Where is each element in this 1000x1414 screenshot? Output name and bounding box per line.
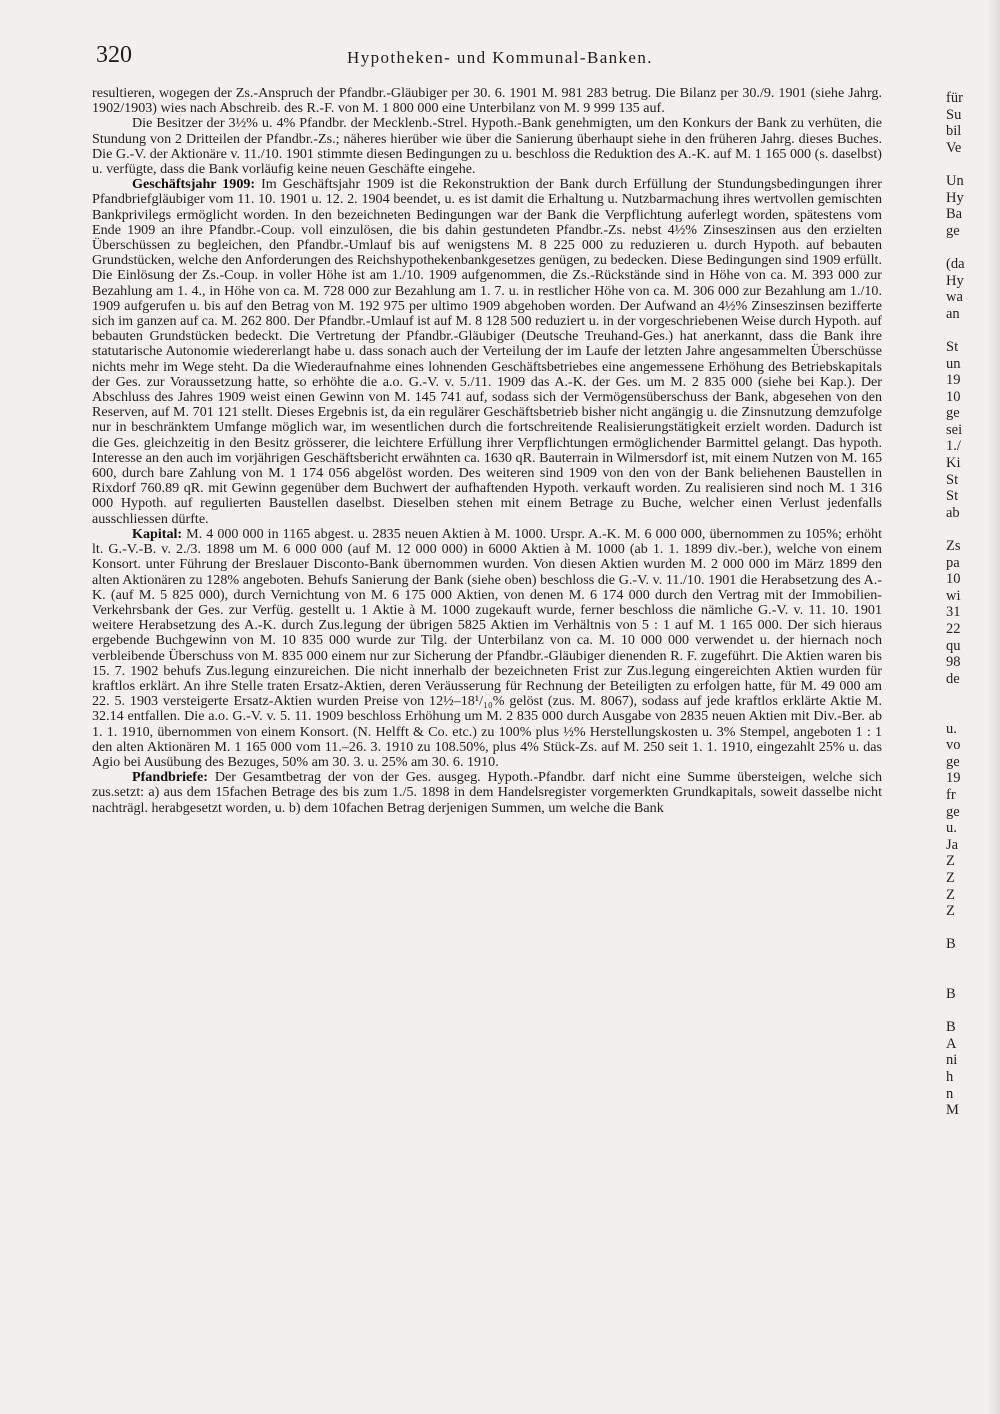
paragraph-kapital — [92, 527, 882, 770]
paragraph-sanierung — [92, 116, 882, 177]
paragraph-pfandbriefe — [92, 770, 882, 816]
page-number: 320 — [96, 42, 132, 68]
paragraph-text: resultieren, wogegen der Zs.-Anspruch der Pfandbr.-Gläubiger per 30. 6. 1901 M. 981 283 betrug. Die Bilanz per 30./9. 1901 (siehe Jahrg. 1902/1903) wies nach Abschreib. des R.-F. von M. 1 800 000 eine Unterbilanz von M. 9 999 135 auf. — [92, 85, 882, 117]
facing-page-text: für Su bil Ve Un Hy Ba ge (da Hy wa an St un 19 10 ge sei 1./ Ki St St ab Zs pa 10 wi 31 22 qu 98 de u. vo ge 19 fr ge u. Ja Z Z Z Z B B B A ni h n M — [946, 90, 965, 1119]
section-heading: Geschäftsjahr 1909: — [132, 176, 256, 193]
paragraph-text: M. 4 000 000 in 1165 abgest. u. 2835 neuen Aktien à M. 1000. Urspr. A.-K. M. 6 000 000, übernommen zu 105%; erhöht lt. G.-V.-B. v. 2./3. 1898 um M. 6 000 000 (auf M. 12 000 000) in 6000 Aktien à M. 1000 (ab 1. 1. 1899 div.-ber.), welche von einem Konsort. unter Führung der Breslauer Disconto-Bank übernommen wurden. Von diesen Aktien wurden M. 2 000 000 im März 1899 den alten Aktionären zu 128% angeboten. Behufs Sanierung der Bank (siehe oben) beschloss die G.-V. v. 11./10. 1901 die Herabsetzung des A.-K. (auf M. 5 825 000), durch Vernichtung von M. 6 175 000 Aktien, von denen M. 6 174 000 durch den Vertrag mit der Immobilien-Verkehrsbank der Ges. zur Verfüg. gestellt u. 1 Aktie à M. 1000 zugekauft wurde, ferner beschloss die nämliche G.-V. v. 11. 10. 1901 weitere Herabsetzung des A.-K. durch Zus.legung der übrigen 5825 Aktien im Verhältnis von 5 : 1 auf M. 1 165 000. Der sich hieraus ergebende Buchgewinn von M. 10 835 000 wurde zur Tilg. der Unterbilanz von ca. M. 10 000 000 verwendet u. der hiernach noch verbleibende Überschuss von M. 835 000 einem nur zur Sicherung der Pfandbr.-Gläubiger dienenden R. F. zugeführt. Die Aktien waren bis 15. 7. 1902 behufs Zus.legung einzureichen. Die nicht innerhalb der bezeichneten Frist zur Zus.legung eingereichten Aktien wurden für kraftlos erklärt. An ihre Stelle traten Ersatz-Aktien, deren Veräusserung für Rechnung der Beteiligten zu erfolgen hatte, für M. 49 000 am 22. 5. 1903 versteigerte Ersatz-Aktien wurden Preise von 12½–18¹/₁₀% gelöst (zus. M. 8067), sodass auf jede kraftlos erklärte Aktie M. 32.14 entfallen. Die a.o. G.-V. v. 5. 11. 1909 beschloss Erhöhung um M. 2 835 000 durch Ausgabe von 2835 neuen Aktien mit Div.-Ber. ab 1. 1. 1910, übernommen von einem Konsort. (N. Helfft & Co. etc.) zu 100% plus ½% Herstellungskosten u. 3% Stempel, angeboten 1 : 1 den alten Aktionären M. 1 165 000 vom 11.–26. 3. 1910 zu 108.50%, plus 4% Stück-Zs. auf M. 250 seit 1. 1. 1910, eingezahlt 25% u. das Agio bei Ausübung des Bezuges, 50% am 30. 3. u. 25% am 30. 6. 1910. — [92, 525, 883, 770]
paragraph-geschaeftsjahr — [92, 177, 882, 527]
paragraph-text: Die Besitzer der 3½% u. 4% Pfandbr. der Mecklenb.-Strel. Hypoth.-Bank genehmigten, um den Konkurs der Bank zu verhüten, die Stundung von 2 Dritteilen der Pfandbr.-Zs.; näheres hierüber wie über die Sanierung überhaupt siehe in den früheren Jahrg. dieses Buches. Die G.-V. der Aktionäre v. 11./10. 1901 stimmte diesen Bedingungen zu u. beschloss die Reduktion des A.-K. auf M. 1 165 000 (s. daselbst) u. verfügte, dass die Bank vorläufig keine neuen Geschäfte eingehe. — [92, 115, 882, 178]
paragraph-text: Der Gesamtbetrag der von der Ges. ausgeg. Hypoth.-Pfandbr. darf nicht eine Summe übersteigen, welche sich zus.setzt: a) aus dem 15fachen Betrage des bis zum 1./5. 1898 in dem Handelsregister vorgemerkten Grundkapitals, soweit dasselbe nicht nachträgl. herabgesetzt worden, u. b) dem 10fachen Betrag derjenigen Summen, um welche die Bank — [92, 769, 882, 816]
running-head: Hypotheken- und Kommunal-Banken. — [347, 48, 653, 67]
paragraph-text: Im Geschäftsjahr 1909 ist die Rekonstruktion der Bank durch Erfüllung der Stundungsbedingungen ihrer Pfandbriefgläubiger vom 11. 10. 1901 u. 12. 2. 1904 beendet, u. es ist damit die Erhaltung u. Nutzbarmachung ihres wertvollen gemischten Bankprivilegs ermöglicht worden. In den bezeichneten Bedingungen war der Bank die Verpflichtung auferlegt worden, spätestens vom Ende 1909 an ihre Pfandbr.-Coup. voll einzulösen, die bis dahin gestundeten Pfandbr.-Zs. nebst 4½% Zinseszinsen aus den erzielten Überschüssen zu begleichen, den Pfandbr.-Umlauf bis auf wenigstens M. 8 225 000 zu reduzieren u. durch Hypoth. auf bebauten Grundstücken, welche den Anforderungen des Reichshypothekenbankgesetzes genügen, zu bedecken. Diese Bedingungen sind 1909 erfüllt. Die Einlösung der Zs.-Coup. in voller Höhe ist am 1./10. 1909 aufgenommen, die Zs.-Rückstände sind in Höhe von ca. M. 393 000 zur Bezahlung am 1. 4., in Höhe von ca. M. 728 000 zur Bezahlung am 1. 7. u. in restlicher Höhe von ca. M. 306 000 zur Bezahlung am 1./10. 1909 aufgerufen u. bis auf den Betrag von M. 192 975 per ultimo 1909 abgehoben worden. Der Aufwand an 4½% Zinseszinsen bezifferte sich im ganzen auf ca. M. 262 800. Der Pfandbr.-Umlauf ist auf M. 8 128 500 reduziert u. in der vorgeschriebenen Weise durch Hypoth. auf bebauten Grundstücken bedeckt. Die Vertretung der Pfandbr.-Gläubiger (Deutsche Treuhand-Ges.) hat anerkannt, dass die Bank ihre statutarische Autonomie wiedererlangt habe u. dass sonach auch der Verteilung der im Laufe der letzten Jahre angesammelten Überschüsse nichts mehr im Wege steht. Da die Wiederaufnahme eines lohnenden Geschäftsbetriebes eine angemessene Erhöhung des Betriebskapitals der Ges. zur Voraussetzung hatte, so erhöhte die a.o. G.-V. v. 5./11. 1909 das A.-K. der Ges. um M. 2 835 000 (siehe bei Kap.). Der Abschluss des Jahres 1909 weist einen Gewinn von M. 145 741 auf, sodass sich der Vermögensüberschuss der Bank, abgesehen von den Reserven, auf M. 701 121 stellt. Dieses Ergebnis ist, da ein regulärer Geschäftsbetrieb bisher nicht angängig u. die Zinsnutzung demzufolge nur in beschränktem Umfange möglich war, im wesentlichen durch die fortschreitende Realisierungstätigkeit erzielt worden. Dadurch ist die Ges. gleichzeitig in den Besitz grösserer, die leichtere Erfüllung ihrer Verpflichtungen ermöglichender Barmittel gelangt. Das hypoth. Interesse an den auch im vorjährigen Geschäftsbericht erwähnten ca. 1630 qR. Bauterrain in Wilmersdorf ist, mit einem Nutzen von M. 165 600, durch bare Zahlung von M. 1 174 056 abgelöst worden. Des weiteren sind 1909 von den von der Bank beliehenen Baustellen in Rixdorf 760.89 qR. mit Gewinn gegenüber dem Buchwert der aufhaftenden Hypoth. verkauft worden. Zu realisieren sind noch M. 1 316 000 Hypoth. auf regulierten Baustellen daselbst. Dieselben stehen mit einem Betrage zu Buche, welcher einen Verlust jedenfalls ausschliessen dürfte. — [92, 176, 882, 527]
section-heading: Pfandbriefe: — [132, 769, 208, 786]
section-heading: Kapital: — [132, 525, 183, 542]
paragraph-intro — [92, 86, 882, 116]
scan-edge-shadow — [986, 0, 1000, 1414]
main-text-column — [92, 86, 882, 816]
